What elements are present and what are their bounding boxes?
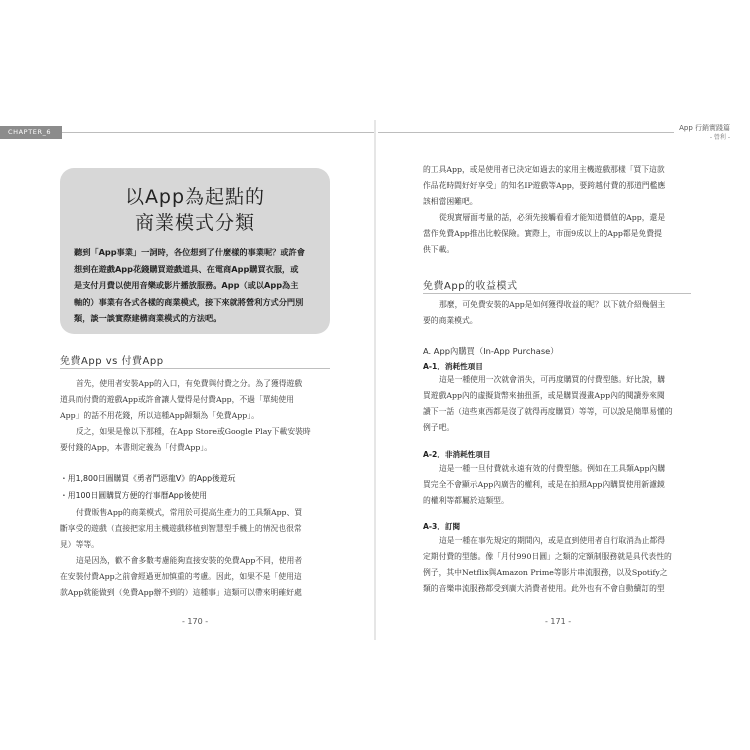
section-heading-free-vs-paid: 免費App vs 付費App [60,356,164,367]
paragraph [423,297,665,329]
text-line: 類的音樂串流服務都受到廣大消費者使用。此外也有不會自動續訂的型 [423,584,665,593]
text-line: 這是一種一旦付費就永遠有效的付費型態。例如在工具類App內購 [439,464,666,473]
section-heading-rule [423,293,691,294]
intro-paragraph [74,244,318,327]
list-item: ・用100日圓購買方便的行事曆App後使用 [60,491,208,500]
header-rule-left [62,132,375,133]
paragraph [423,372,673,436]
text-line: 當作免費App推出比較保險。實際上，市面9成以上的App都是免費提 [423,229,662,238]
text-line: 付費販售App的商業模式，常用於可提高生產力的工具類App、買 [76,508,303,517]
paragraph [423,162,665,258]
text-line: 在安裝付費App之前會經過更加慎重的考慮。因此，如果不是「使用這 [60,572,302,581]
subheading-in-app-purchase: A. App內購買（In-App Purchase） [423,346,559,356]
text-line: 從現實層面考量的話，必須先接觸看看才能知道價值的App，還是 [439,213,666,222]
paragraph [423,461,665,509]
text-line: 那麼，可免費安裝的App是如何獲得收益的呢？以下就介紹幾個主 [439,300,666,309]
text-line: 例子吧。 [423,423,455,432]
section-heading-rule [60,368,330,369]
paragraph [60,505,302,601]
page-number-left: - 170 - [182,617,209,626]
text-line: App」的話不用花錢，所以這種App歸類為「免費App」。 [60,411,259,420]
running-title: App 行銷實踐篇 [679,124,730,132]
text-line: 這是一種使用一次就會消失，可再度購買的付費型態。好比說，購 [439,375,666,384]
text-line: 款App就能做到（免費App辦不到的）這種事」這類可以帶來明確好處 [60,588,302,597]
intro-line: 是支付月費以使用音樂或影片播放服務。App（或以App為主 [74,280,299,291]
intro-line: 聽到「App事業」一詞時，各位想到了什麼樣的事業呢？或許會 [74,247,305,257]
text-line: 的權利等都屬於這類型。 [423,496,509,505]
text-line: 道具而付費的遊戲App或許會讓人覺得是付費App，不過「單純使用 [60,395,294,404]
chapter-tab: CHAPTER_6 [0,126,62,139]
text-line: 要付錢的App，本書則定義為「付費App」。 [60,443,213,452]
text-line: 讀下一話（這些東西都是沒了就得再度購買）等等，可以說是簡單易懂的 [423,407,673,416]
text-line: 這是一種在事先規定的期間內，或是直到使用者自行取消為止都得 [439,536,666,545]
text-line: 首先，使用者安裝App的入口，有免費與付費之分。為了獲得遊戲 [76,379,303,388]
running-subtitle: - 營利 - [709,134,730,141]
subheading-consumable: A-1．消耗性項目 [423,362,483,371]
text-line: 買遊戲App內的虛擬貨幣來抽扭蛋，或是購買漫畫App內的閱讀券來閱 [423,391,665,400]
section-heading-free-app-revenue: 免費App的收益模式 [423,281,518,292]
text-line: 該相當困難吧。 [423,197,478,206]
text-line: 例子，其中Netflix與Amazon Prime等影片串流服務，以及Spotify之 [423,568,668,577]
page-gutter [374,120,376,640]
intro-line: 軸的）事業有各式各樣的商業模式，接下來就將營利方式分門別 [74,296,304,307]
text-line: 供下載。 [423,245,455,254]
running-header [679,124,730,142]
example-bullet-list [60,470,235,504]
text-line: 見）等等。 [60,540,99,549]
text-line: 買完全不會顯示App內廣告的權利，或是在拍照App內購買使用新濾鏡 [423,480,665,489]
page-number-right: - 171 - [545,617,572,626]
text-line: 反之，如果是像以下那種，在App Store或Google Play下載安裝時 [76,427,311,436]
text-line: 這是因為，歡不會多數考慮能夠直接安裝的免費App不同，使用者 [76,556,303,565]
text-line: 斷享受的遊戲（直接把家用主機遊戲移植到智慧型手機上的情況也很常 [60,524,302,533]
chapter-title-line-1: 以App為起點的 [124,186,266,208]
header-rule-right [378,132,674,133]
list-item: ・用1,800日圓購買《勇者鬥惡龍V》的App後遊玩 [60,474,236,483]
intro-line: 想到在遊戲App花錢購買遊戲道具、在電商App購買衣服，或 [74,263,299,274]
subheading-subscription: A-3．訂閱 [423,522,461,531]
text-line: 的工具App，或是使用者已決定如過去的家用主機遊戲那樣「買下這款 [423,165,665,174]
intro-line: 類，談一談實際建構商業模式的方法吧。 [74,313,222,324]
paragraph [60,376,311,456]
text-line: 定期付費的型態。像「月付990日圓」之類的定額制服務就是具代表性的 [423,552,672,561]
paragraph [423,533,672,597]
text-line: 作品花時間好好享受」的知名IP遊戲等App，要跨越付費的那道門檻應 [423,181,666,190]
subheading-non-consumable: A-2．非消耗性項目 [423,450,491,459]
text-line: 要的商業模式。 [423,316,478,325]
chapter-title-box [60,168,330,334]
chapter-title-line-2: 商業模式分類 [134,212,255,234]
